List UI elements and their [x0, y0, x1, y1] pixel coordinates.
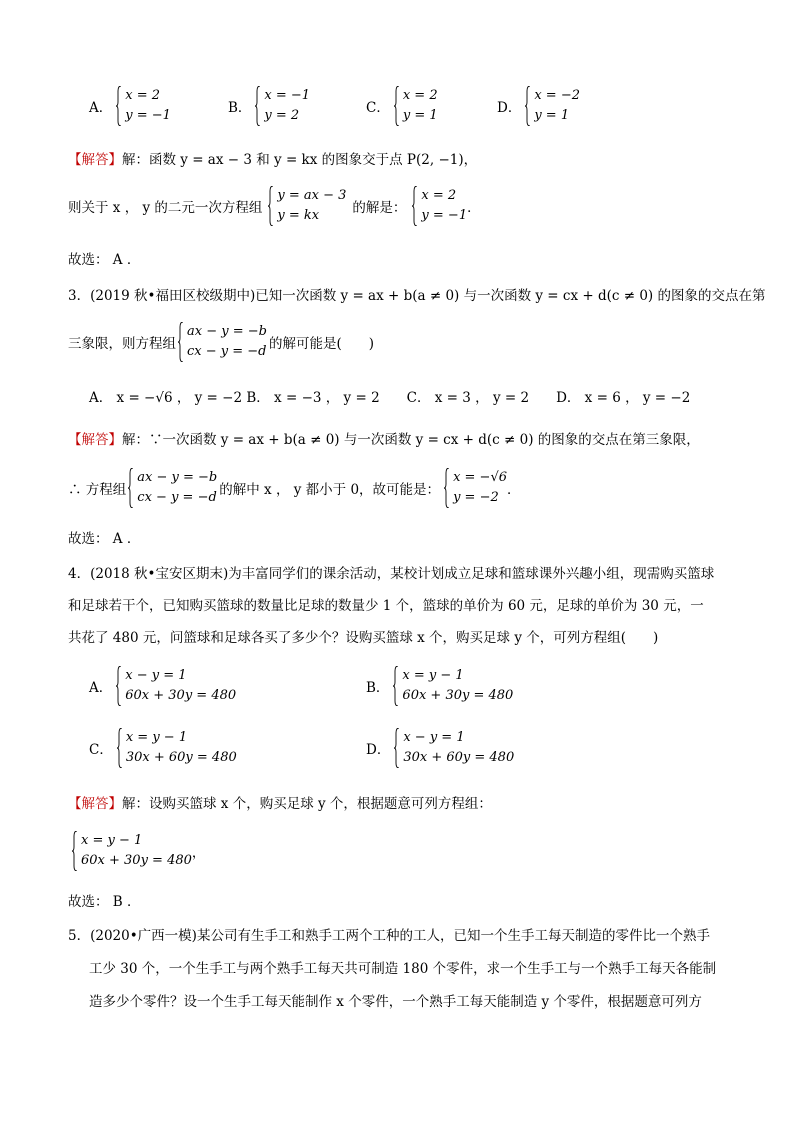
brace-icon [393, 666, 399, 706]
q4-option-b[interactable] [366, 666, 513, 706]
answer-4-system [72, 831, 205, 871]
brace-icon [268, 186, 274, 226]
brace-icon [394, 86, 400, 126]
brace-icon [117, 728, 123, 768]
question-4-line3: 共花了 480 元，问篮球和足球各买了多少个？设购买篮球 x 个，购买足球 y 个，可列方程组( ) [68, 630, 659, 646]
brace-icon [412, 186, 418, 226]
equation-row: 60x + 30y = 480 [125, 688, 237, 703]
equation-row: x = y − 1 [402, 668, 464, 683]
equation-row: x − y = 1 [125, 668, 187, 683]
equation-row: 30x + 60y = 480 [125, 750, 237, 765]
answer-text: ∴ 方程组 [68, 482, 127, 498]
question-4-line1: 4．(2018 秋•宝安区期末)为丰富同学们的课余活动，某校计划成立足球和篮球课外兴趣小组，现需购买篮球 [68, 566, 715, 582]
option-label: C． [89, 742, 113, 758]
equation-row: y = kx [277, 208, 320, 223]
question-3-line2 [68, 322, 374, 362]
brace-icon [394, 728, 400, 768]
option-label: B． [228, 100, 252, 116]
equation-system [116, 86, 171, 126]
answer-text: 解：∵一次函数 y = ax + b(a ≠ 0) 与一次函数 y = cx + d(c ≠ 0) 的图象的交点在第三象限， [122, 432, 700, 448]
q2-option-c[interactable] [366, 86, 438, 126]
question-5-line3: 造多少个零件？设一个生手工每天能制作 x 个零件，一个熟手工每天能制造 y 个零件，根据题意可列方 [89, 994, 702, 1010]
option-label: B． [366, 680, 390, 696]
answer-text: ． [507, 482, 521, 498]
q2-option-b[interactable] [228, 86, 310, 126]
answer-3-choice: 故选： A ． [68, 531, 141, 547]
equation-system [268, 186, 346, 226]
answer-text: 则关于 x ， y 的二元一次方程组 [68, 200, 263, 216]
brace-icon [116, 86, 122, 126]
brace-icon [444, 468, 450, 508]
question-5-line2: 工少 30 个，一个生手工与两个熟手工每天共可制造 180 个零件，求一个生手工与一个熟手工每天各能制 [89, 961, 717, 977]
equation-system [117, 728, 237, 768]
equation-row: y = ax − 3 [277, 188, 347, 203]
brace-icon [525, 86, 531, 126]
equation-system [128, 468, 217, 508]
equation-row: y = 1 [402, 108, 438, 123]
equation-row: x = −2 [534, 88, 580, 103]
answer-text: ． [467, 200, 481, 216]
option-label: C． [366, 100, 390, 116]
equation-system [444, 468, 507, 508]
question-5-line1: 5．(2020•广西一模)某公司有生手工和熟手工两个工种的工人，已知一个生手工每天制造的零件比一个熟手 [68, 928, 710, 944]
equation-row: x = −√6 [453, 470, 507, 485]
equation-system [72, 831, 192, 871]
equation-system [116, 666, 236, 706]
answer-tag: 【解答】 [68, 432, 122, 448]
answer-tag: 【解答】 [68, 796, 122, 812]
answer-3-line2 [68, 468, 521, 508]
equation-system [412, 186, 467, 226]
answer-2-choice: 故选： A ． [68, 252, 141, 268]
equation-row: x = 2 [125, 88, 161, 103]
equation-row: y = 2 [264, 108, 300, 123]
equation-row: ax − y = −b [137, 470, 218, 485]
answer-4-line1 [68, 792, 492, 812]
answer-3-line1 [68, 428, 700, 448]
answer-text: 解：设购买篮球 x 个，购买足球 y 个，根据题意可列方程组： [122, 796, 492, 812]
brace-icon [72, 831, 78, 871]
equation-row: y = −1 [125, 108, 171, 123]
equation-row: x = y − 1 [81, 833, 143, 848]
question-3-line1: 3．(2019 秋•福田区校级期中)已知一次函数 y = ax + b(a ≠ 0) 与一次函数 y = cx + d(c ≠ 0) 的图象的交点在第 [68, 288, 766, 304]
equation-row: x − y = 1 [403, 730, 465, 745]
equation-row: 60x + 30y = 480 [81, 853, 192, 868]
brace-icon [255, 86, 261, 126]
equation-row: cx − y = −d [137, 490, 217, 505]
equation-row: y = −1 [421, 208, 468, 223]
brace-icon [178, 322, 184, 362]
question-4-line2: 和足球若干个，已知购买篮球的数量比足球的数量少 1 个，篮球的单价为 60 元，足球的单价为 30 元，一 [68, 598, 704, 614]
question-3-options[interactable]: A． x = −√6 ， y = −2 B． x = −3 ， y = 2 C． x = 3 ， y = 2 D． x = 6 ， y = −2 [89, 390, 691, 406]
answer-2-line2 [68, 186, 481, 226]
equation-row: y = −2 [453, 490, 499, 505]
answer-text: 的解是： [352, 200, 407, 216]
question-text: 的解可能是( ) [268, 336, 375, 352]
answer-text: 解：函数 y = ax − 3 和 y = kx 的图象交于点 P(2, −1)， [122, 152, 478, 168]
equation-system [178, 322, 267, 362]
equation-row: cx − y = −d [187, 344, 267, 359]
brace-icon [128, 468, 134, 508]
equation-row: 30x + 60y = 480 [403, 750, 515, 765]
equation-row: ax − y = −b [187, 324, 267, 339]
q2-option-d[interactable] [497, 86, 580, 126]
answer-4-choice: 故选： B ． [68, 894, 141, 910]
option-label: A． [89, 680, 113, 696]
answer-text: ， [191, 845, 206, 861]
option-label: D． [366, 742, 391, 758]
q4-option-a[interactable] [89, 666, 236, 706]
answer-text: 的解中 x ， y 都小于 0，故可能是： [219, 482, 441, 498]
option-label: A． [89, 100, 113, 116]
answer-2-line1 [68, 148, 477, 168]
answer-tag: 【解答】 [68, 152, 122, 168]
equation-system [394, 86, 438, 126]
equation-row: 60x + 30y = 480 [402, 688, 514, 703]
q2-option-a[interactable] [89, 86, 171, 126]
equation-row: y = 1 [534, 108, 570, 123]
q4-option-c[interactable] [89, 728, 237, 768]
equation-system [393, 666, 513, 706]
equation-system [394, 728, 514, 768]
equation-system [525, 86, 580, 126]
equation-system [255, 86, 310, 126]
brace-icon [116, 666, 122, 706]
q4-option-d[interactable] [366, 728, 514, 768]
equation-row: x = 2 [402, 88, 438, 103]
question-text: 三象限，则方程组 [68, 336, 176, 352]
equation-row: x = y − 1 [125, 730, 188, 745]
equation-row: x = −1 [264, 88, 311, 103]
equation-row: x = 2 [421, 188, 457, 203]
option-label: D． [497, 100, 522, 116]
